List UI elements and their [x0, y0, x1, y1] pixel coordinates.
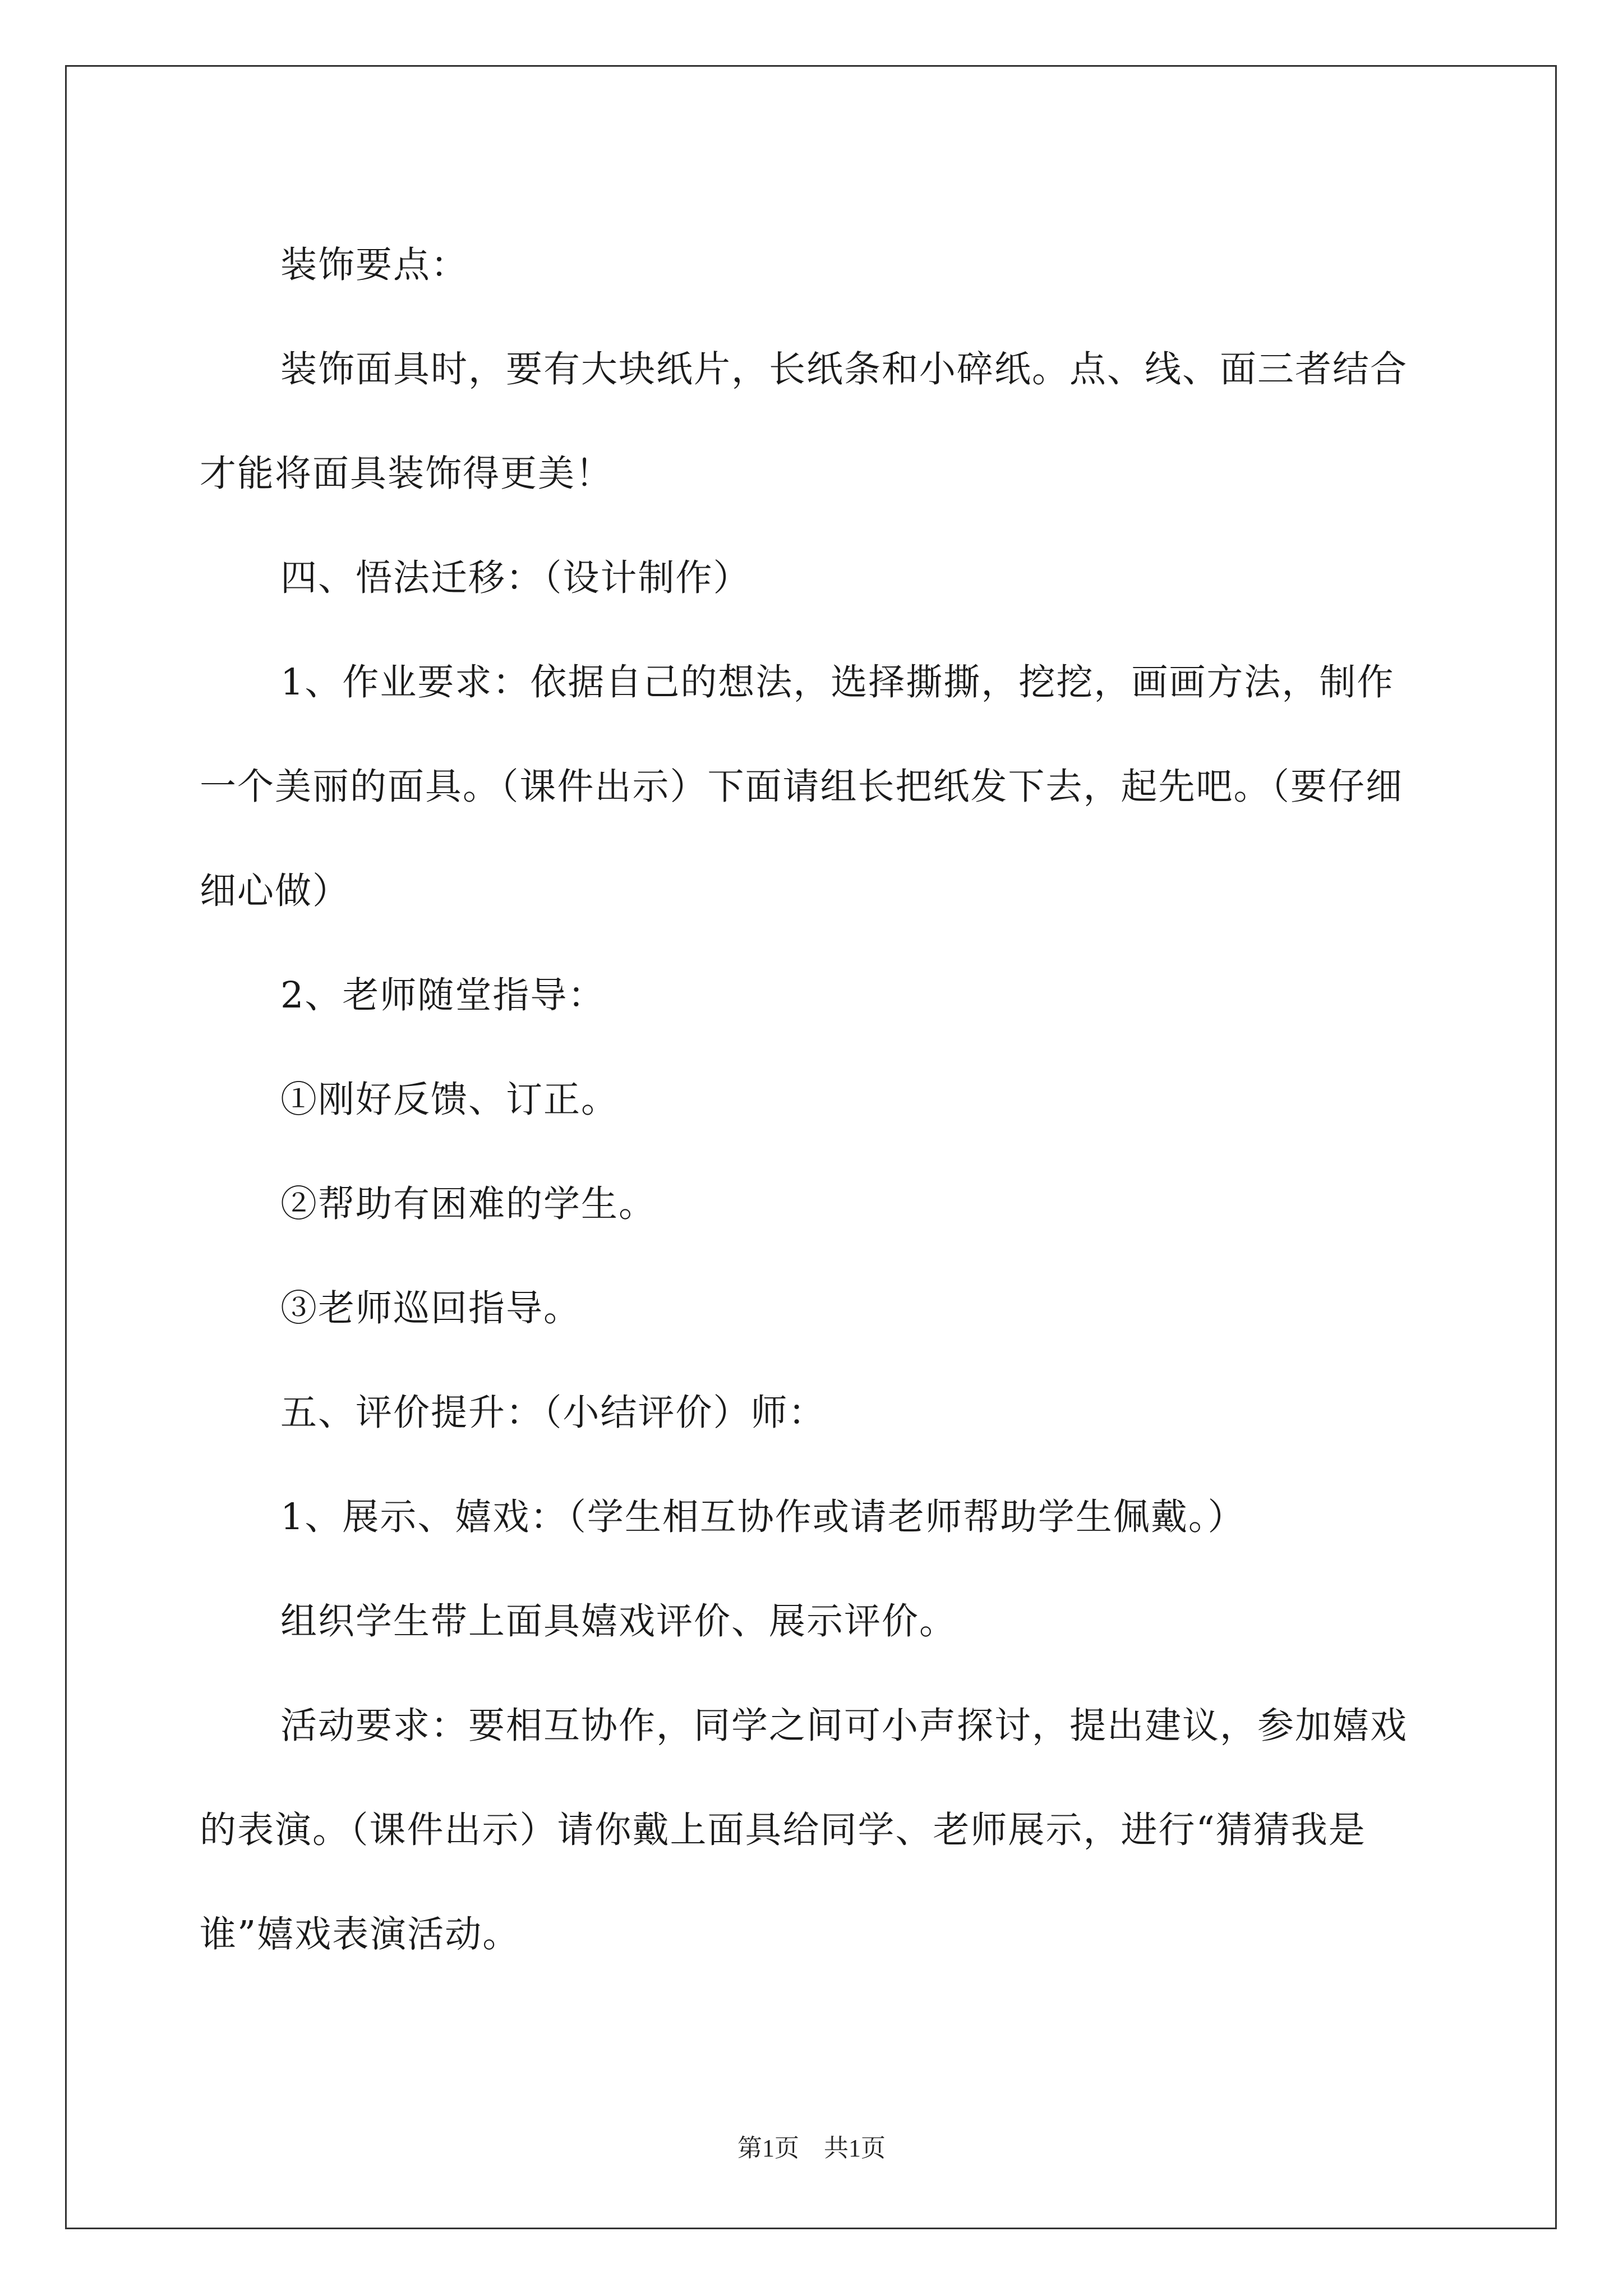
- paragraph-teacher-guidance: 2、老师随堂指导：: [280, 974, 606, 1016]
- section-heading-five: 五、评价提升：（小结评价）师：: [280, 1392, 826, 1434]
- paragraph-organize: 组织学生带上面具嬉戏评价、展示评价。: [280, 1600, 957, 1642]
- paragraph-assignment: 1、作业要求：依据自己的想法，选择撕撕，挖挖，画画方法，制作一个美丽的面具。（课件出示）下面请组长把纸发下去，起先吧。（要仔细细心做）: [200, 661, 1404, 912]
- list-item-feedback: ①刚好反馈、订正。: [280, 1079, 619, 1121]
- paragraph-show-play: 1、展示、嬉戏：（学生相互协作或请老师帮助学生佩戴。）: [280, 1496, 1246, 1538]
- paragraph-decoration-method: 装饰面具时，要有大块纸片，长纸条和小碎纸。点、线、面三者结合才能将面具装饰得更美！: [200, 348, 1408, 495]
- paragraph-decoration-points: 装饰要点：: [280, 244, 469, 286]
- list-item-help-students: ②帮助有困难的学生。: [280, 1183, 657, 1225]
- section-heading-four: 四、悟法迁移：（设计制作）: [280, 557, 751, 599]
- document-body: [200, 213, 1428, 1987]
- page-footer: 第1页 共1页: [737, 2134, 886, 2162]
- paragraph-activity-requirements: 活动要求：要相互协作，同学之间可小声探讨，提出建议，参加嬉戏的表演。（课件出示）请你戴上面具给同学、老师展示，进行“猜猜我是谁”嬉戏表演活动。: [200, 1705, 1408, 1955]
- list-item-patrol: ③老师巡回指导。: [280, 1287, 582, 1329]
